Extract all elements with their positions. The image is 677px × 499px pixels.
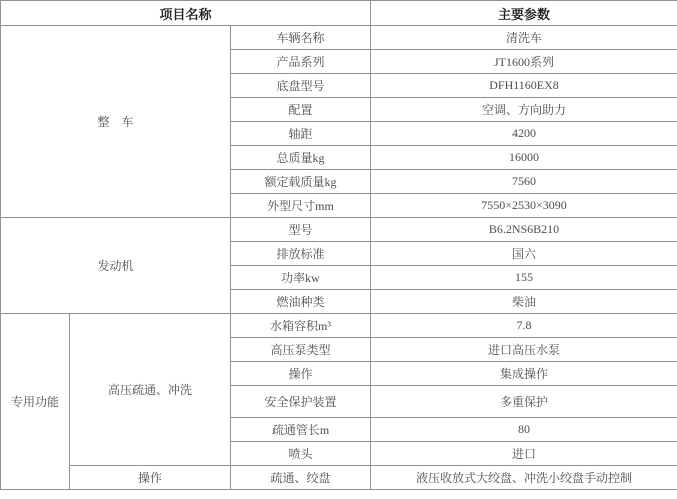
param-label: 燃油种类 <box>231 290 371 314</box>
param-value: 空调、方向助力 <box>371 98 677 122</box>
param-value: 进口高压水泵 <box>371 338 677 362</box>
category-special-functions: 专用功能 <box>1 314 70 490</box>
param-label: 疏通、绞盘 <box>231 466 371 490</box>
header-item-name: 项目名称 <box>1 1 371 26</box>
param-label: 型号 <box>231 218 371 242</box>
param-label: 排放标准 <box>231 242 371 266</box>
table-header-row <box>1 1 677 26</box>
param-label: 底盘型号 <box>231 74 371 98</box>
param-value: 7550×2530×3090 <box>371 194 677 218</box>
param-value: B6.2NS6B210 <box>371 218 677 242</box>
table-row <box>1 466 677 490</box>
param-label: 安全保护装置 <box>231 386 371 418</box>
param-label: 总质量kg <box>231 146 371 170</box>
table-row <box>1 218 677 242</box>
param-value: 7.8 <box>371 314 677 338</box>
param-label: 轴距 <box>231 122 371 146</box>
param-value: 进口 <box>371 442 677 466</box>
table-row <box>1 314 677 338</box>
param-label: 高压泵类型 <box>231 338 371 362</box>
param-label: 外型尺寸mm <box>231 194 371 218</box>
param-value: 80 <box>371 418 677 442</box>
header-main-params: 主要参数 <box>371 1 677 26</box>
param-label: 喷头 <box>231 442 371 466</box>
param-value: JT1600系列 <box>371 50 677 74</box>
param-value: 清洗车 <box>371 26 677 50</box>
param-label: 水箱容积m³ <box>231 314 371 338</box>
category-engine: 发动机 <box>1 218 231 314</box>
param-label: 车辆名称 <box>231 26 371 50</box>
subcategory-operation: 操作 <box>70 466 231 490</box>
param-value: 液压收放式大绞盘、冲洗小绞盘手动控制 <box>371 466 677 490</box>
param-label: 功率kw <box>231 266 371 290</box>
param-value: 16000 <box>371 146 677 170</box>
param-value: 集成操作 <box>371 362 677 386</box>
param-value: DFH1160EX8 <box>371 74 677 98</box>
param-value: 155 <box>371 266 677 290</box>
param-value: 柴油 <box>371 290 677 314</box>
table-row <box>1 26 677 50</box>
param-value: 多重保护 <box>371 386 677 418</box>
subcategory-high-pressure-dredge-wash: 高压疏通、冲洗 <box>70 314 231 466</box>
param-label: 操作 <box>231 362 371 386</box>
param-label: 额定载质量kg <box>231 170 371 194</box>
param-value: 国六 <box>371 242 677 266</box>
param-label: 疏通管长m <box>231 418 371 442</box>
param-value: 4200 <box>371 122 677 146</box>
param-value: 7560 <box>371 170 677 194</box>
param-label: 配置 <box>231 98 371 122</box>
category-whole-vehicle: 整 车 <box>1 26 231 218</box>
param-label: 产品系列 <box>231 50 371 74</box>
